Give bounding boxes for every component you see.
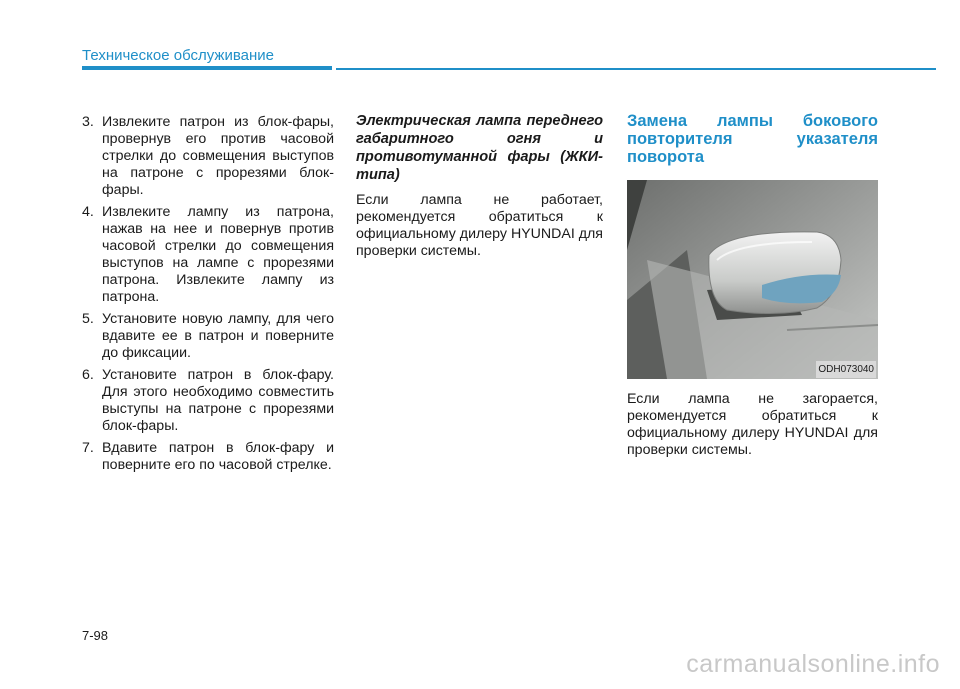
subsection-heading: Электрическая лампа переднего габаритного огня и противотуманной фары (ЖКИ-типа)	[356, 113, 603, 183]
step-number: 6.	[82, 367, 94, 383]
body-paragraph: Если лампа не загорается, рекомендуется обратиться к официальному дилеру HYUNDAI для проверки системы.	[627, 391, 878, 458]
middle-column	[356, 112, 603, 260]
subsection-heading: Замена лампы бокового повторителя указателя поворота	[627, 112, 878, 166]
steps-column	[82, 114, 334, 479]
step-text: Установите новую лампу, для чего вдавите ее в патрон и поверните до фиксации.	[102, 311, 334, 361]
step-number: 4.	[82, 204, 94, 220]
step-text: Установите патрон в блок-фару. Для этого необходимо совместить выступы на патроне с прорезями блок-фары.	[102, 367, 334, 434]
step-text: Извлеките лампу из патрона, нажав на нее и повернув против часовой стрелки до совмещения выступов на лампе с прорезями патрона. Извлеките лампу из патрона.	[102, 204, 334, 305]
step-number: 5.	[82, 311, 94, 327]
header-rule-thin	[336, 68, 936, 70]
steps-list	[82, 114, 334, 474]
side-mirror-illustration	[627, 180, 878, 379]
step-number: 3.	[82, 114, 94, 130]
body-paragraph: Если лампа не работает, рекомендуется обратиться к официальному дилеру HYUNDAI для проверки системы.	[356, 192, 603, 259]
step-text: Извлеките патрон из блок-фары, провернув его против часовой стрелки до совмещения выступов на патроне с прорезями блок-фары.	[102, 114, 334, 198]
list-item	[82, 367, 334, 435]
section-title: Техническое обслуживание	[82, 47, 274, 64]
figure-caption: ODH073040	[816, 361, 876, 378]
list-item	[82, 204, 334, 306]
watermark: carmanualsonline.info	[686, 650, 940, 678]
step-text: Вдавите патрон в блок-фару и поверните его по часовой стрелке.	[102, 440, 334, 473]
step-number: 7.	[82, 440, 94, 456]
mirror-figure	[627, 180, 878, 379]
page-number: 7-98	[82, 628, 109, 643]
list-item	[82, 440, 334, 474]
list-item	[82, 311, 334, 362]
list-item	[82, 114, 334, 199]
right-column	[627, 112, 878, 459]
header-rule-thick	[82, 66, 332, 70]
